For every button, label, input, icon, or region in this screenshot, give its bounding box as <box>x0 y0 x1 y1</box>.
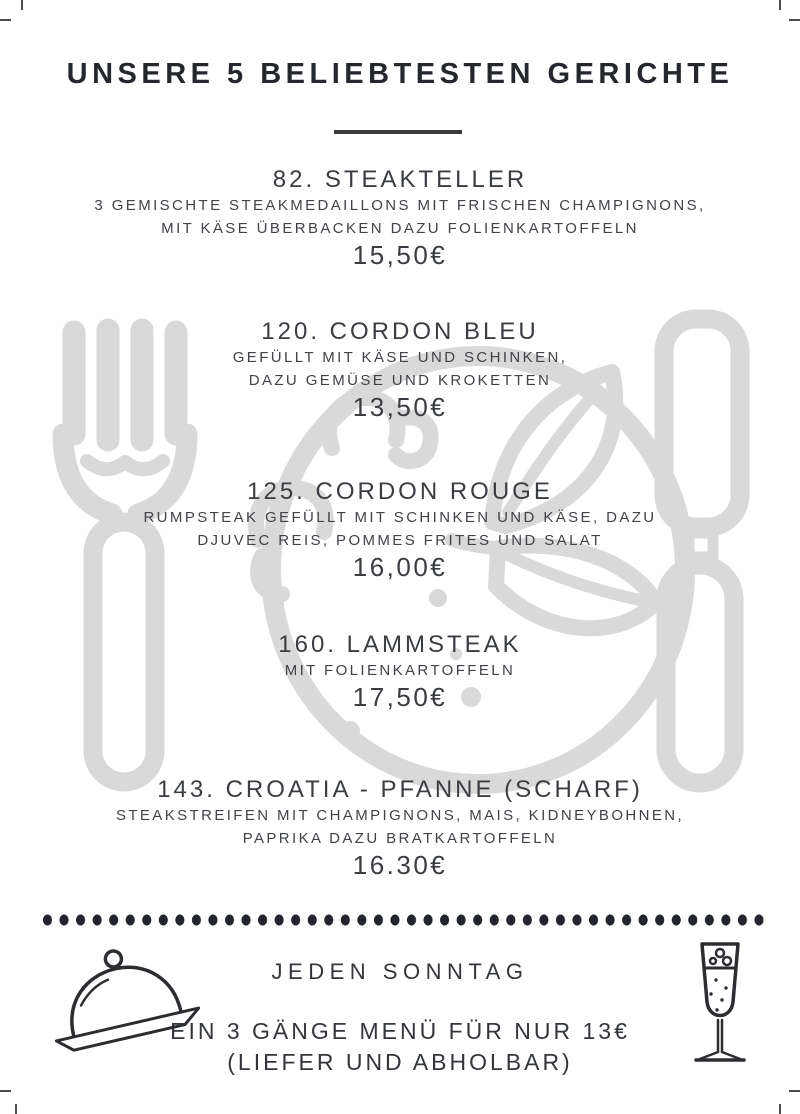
menu-item-steakteller <box>0 166 800 270</box>
champagne-glass-icon <box>680 938 760 1070</box>
item-price: 16,00€ <box>352 552 448 582</box>
title-divider <box>334 130 462 134</box>
item-price: 16.30€ <box>352 850 448 880</box>
item-price: 15,50€ <box>352 240 448 270</box>
crop-mark <box>779 1104 781 1114</box>
footer-offer-line: (LIEFER UND ABHOLBAR) <box>227 1049 573 1075</box>
crop-mark <box>789 1090 800 1092</box>
cloche-icon <box>38 944 208 1066</box>
item-description-line: DJUVEC REIS, POMMES FRITES UND SALAT <box>197 532 603 549</box>
footer-offer-line: EIN 3 GÄNGE MENÜ FÜR NUR 13€ <box>170 1018 630 1044</box>
footer-heading: JEDEN SONNTAG <box>271 959 529 984</box>
item-description-line: MIT KÄSE ÜBERBACKEN DAZU FOLIENKARTOFFELN <box>161 220 639 237</box>
crop-mark <box>779 0 781 10</box>
crop-mark <box>0 19 11 21</box>
item-name: 120. CORDON BLEU <box>261 318 539 345</box>
item-name: 160. LAMMSTEAK <box>278 631 522 658</box>
item-name: 125. CORDON ROUGE <box>247 478 553 505</box>
dotted-divider <box>42 913 770 927</box>
crop-mark <box>15 1104 17 1114</box>
item-description-line: 3 GEMISCHTE STEAKMEDAILLONS MIT FRISCHEN CHAMPIGNONS, <box>94 197 706 214</box>
item-price: 13,50€ <box>352 392 448 422</box>
menu-item-cordon-rouge <box>0 478 800 582</box>
crop-mark <box>21 0 23 10</box>
item-description-line: GEFÜLLT MIT KÄSE UND SCHINKEN, <box>232 349 568 366</box>
item-description-line: RUMPSTEAK GEFÜLLT MIT SCHINKEN UND KÄSE, DAZU <box>143 509 657 526</box>
item-name: 143. CROATIA - PFANNE (SCHARF) <box>157 776 643 803</box>
menu-item-cordon-bleu <box>0 318 800 422</box>
item-description-line: MIT FOLIENKARTOFFELN <box>284 662 516 679</box>
menu-item-croatia-pfanne <box>0 776 800 880</box>
page-title: UNSERE 5 BELIEBTESTEN GERICHTE <box>66 58 734 90</box>
crop-mark <box>789 19 800 21</box>
crop-mark <box>0 1090 11 1092</box>
item-description-line: PAPRIKA DAZU BRATKARTOFFELN <box>242 830 558 847</box>
item-description-line: STEAKSTREIFEN MIT CHAMPIGNONS, MAIS, KIDNEYBOHNEN, <box>115 807 685 824</box>
menu-item-lammsteak <box>0 631 800 712</box>
item-price: 17,50€ <box>352 682 448 712</box>
item-description-line: DAZU GEMÜSE UND KROKETTEN <box>248 372 552 389</box>
item-name: 82. STEAKTELLER <box>272 166 528 193</box>
